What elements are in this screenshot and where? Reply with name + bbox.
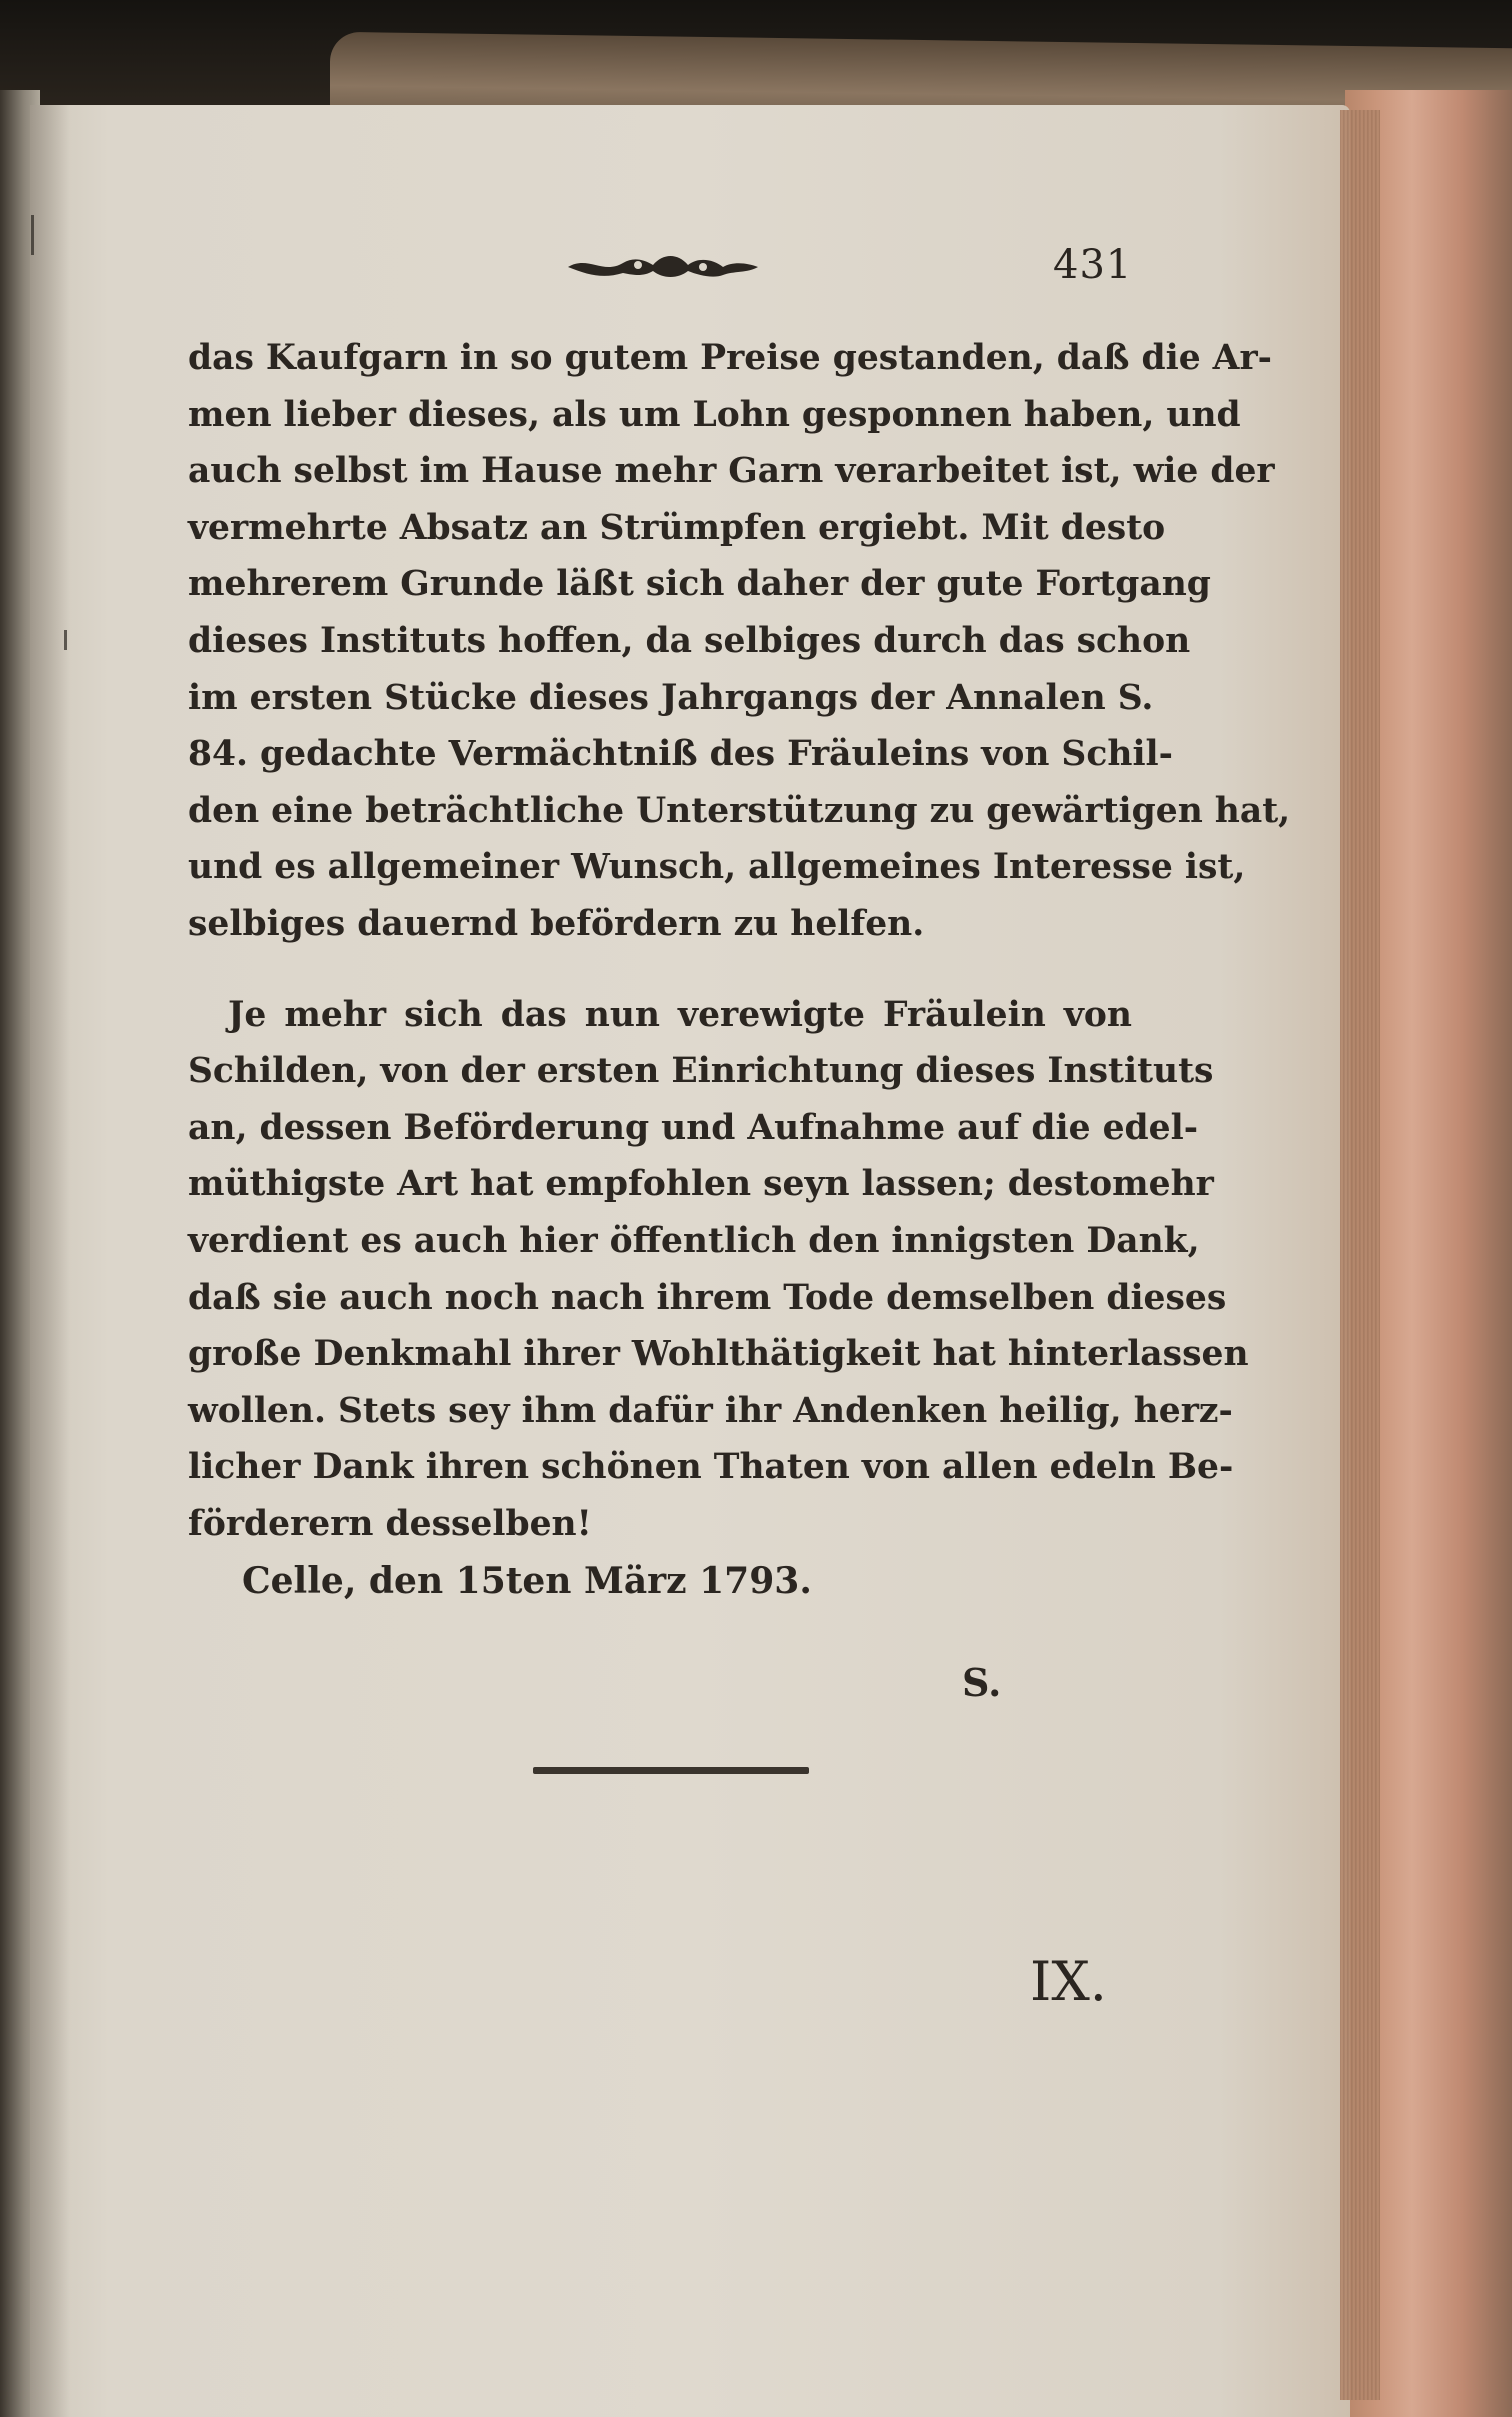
margin-mark (64, 630, 67, 650)
text-line: und es allgemeiner Wunsch, allgemeines Interesse ist, (188, 847, 1246, 888)
text-line: auch selbst im Hause mehr Garn verarbeitet ist, wie der (188, 451, 1275, 492)
text-line: große Denkmahl ihrer Wohlthätigkeit hat hinterlassen (188, 1334, 1249, 1375)
dateline: Celle, den 15ten März 1793. (242, 1560, 812, 1602)
text-line: das Kaufgarn in so gutem Preise gestanden, daß die Ar- (188, 338, 1272, 378)
ornament-icon (563, 245, 763, 285)
text-line: dieses Instituts hoffen, da selbiges durch das schon (188, 620, 1191, 661)
text-line: licher Dank ihren schönen Thaten von allen edeln Be- (188, 1447, 1234, 1488)
text-line: mehrerem Grunde läßt sich daher der gute Fortgang (188, 564, 1211, 605)
text-line: müthigste Art hat empfohlen seyn lassen; destomehr (188, 1164, 1214, 1205)
text-line: im ersten Stücke dieses Jahrgangs der Annalen S. (188, 677, 1154, 718)
body-text (188, 330, 1291, 1552)
page-number: 431 (1053, 242, 1133, 288)
text-line: vermehrte Absatz an Strümpfen ergiebt. Mit desto (188, 507, 1166, 548)
page-block-edges (1340, 110, 1380, 2400)
text-line: wollen. Stets sey ihm dafür ihr Andenken heilig, herz- (188, 1390, 1233, 1431)
text-line: den eine beträchtliche Unterstützung zu gewärtigen hat, (188, 790, 1291, 831)
gutter-shadow (30, 105, 70, 2417)
text-line: Je mehr sich das nun verewigte Fräulein von (228, 994, 1132, 1035)
text-line: verdient es auch hier öffentlich den innigsten Dank, (188, 1220, 1200, 1261)
text-line: an, dessen Beförderung und Aufnahme auf die edel- (188, 1107, 1199, 1148)
text-line: selbiges dauernd befördern zu helfen. (188, 903, 925, 944)
signature: S. (962, 1660, 1002, 1705)
text-line: förderern desselben! (188, 1503, 592, 1544)
text-line: men lieber dieses, als um Lohn gesponnen haben, und (188, 394, 1241, 435)
text-line: daß sie auch noch nach ihrem Tode demselben dieses (188, 1277, 1227, 1318)
margin-mark (31, 215, 34, 255)
text-line: 84. gedachte Vermächtniß des Fräuleins von Schil- (188, 734, 1173, 775)
section-rule (533, 1767, 809, 1774)
text-line: Schilden, von der ersten Einrichtung dieses Instituts (188, 1051, 1214, 1092)
catchword: IX. (1030, 1950, 1107, 2013)
